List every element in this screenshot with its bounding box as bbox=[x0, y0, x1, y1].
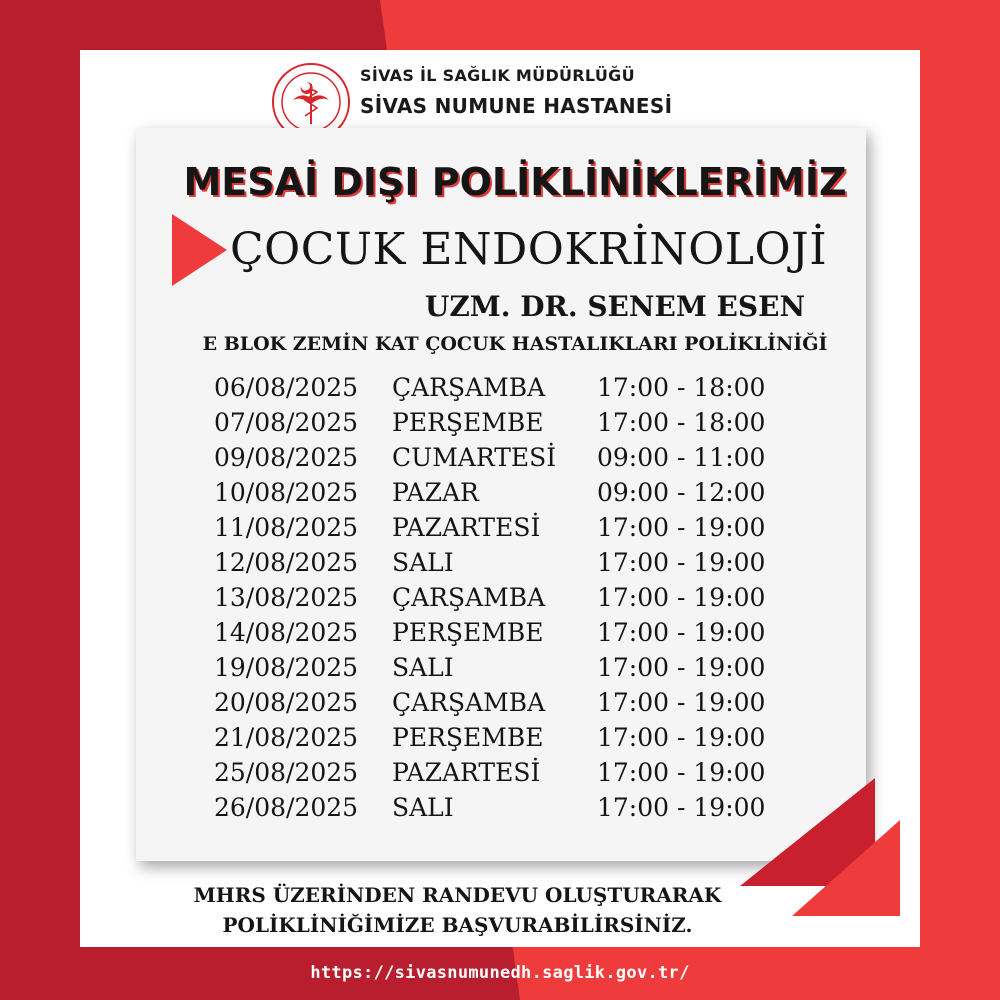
schedule-date: 06/08/2025 bbox=[214, 373, 359, 402]
schedule-time: 17:00 - 19:00 bbox=[597, 583, 766, 612]
schedule-date: 10/08/2025 bbox=[214, 478, 359, 507]
schedule-time: 09:00 - 12:00 bbox=[597, 478, 766, 507]
org-line-2: SİVAS NUMUNE HASTANESİ bbox=[360, 94, 673, 118]
schedule-row bbox=[214, 408, 814, 443]
schedule-row bbox=[214, 758, 814, 793]
schedule-row bbox=[214, 583, 814, 618]
schedule-date: 25/08/2025 bbox=[214, 758, 359, 787]
schedule-row bbox=[214, 793, 814, 828]
schedule-row bbox=[214, 513, 814, 548]
play-triangle-icon bbox=[172, 214, 227, 286]
schedule-time: 17:00 - 19:00 bbox=[597, 793, 766, 822]
schedule-row bbox=[214, 653, 814, 688]
doctor-name: UZM. DR. SENEM ESEN bbox=[424, 290, 806, 323]
schedule-day: PERŞEMBE bbox=[392, 723, 544, 752]
schedule-day: CUMARTESİ bbox=[392, 443, 557, 472]
schedule-list bbox=[214, 373, 814, 828]
appointment-note bbox=[0, 880, 1000, 940]
schedule-row bbox=[214, 478, 814, 513]
schedule-row bbox=[214, 723, 814, 758]
schedule-day: ÇARŞAMBA bbox=[392, 583, 546, 612]
schedule-day: SALI bbox=[392, 653, 454, 682]
schedule-date: 19/08/2025 bbox=[214, 653, 359, 682]
website-link[interactable]: https://sivasnumunedh.saglik.gov.tr/ bbox=[310, 963, 690, 983]
schedule-row bbox=[214, 548, 814, 583]
schedule-row bbox=[214, 443, 814, 478]
schedule-date: 11/08/2025 bbox=[214, 513, 359, 542]
appointment-note-line-1: MHRS ÜZERİNDEN RANDEVU OLUŞTURARAK bbox=[193, 883, 722, 907]
schedule-date: 14/08/2025 bbox=[214, 618, 359, 647]
schedule-date: 13/08/2025 bbox=[214, 583, 359, 612]
schedule-date: 07/08/2025 bbox=[214, 408, 359, 437]
schedule-time: 17:00 - 19:00 bbox=[597, 688, 766, 717]
clinic-location: E BLOK ZEMİN KAT ÇOCUK HASTALIKLARI POLİKLİNİĞİ bbox=[202, 333, 828, 355]
schedule-day: PAZAR bbox=[392, 478, 479, 507]
schedule-day: PAZARTESİ bbox=[392, 758, 541, 787]
schedule-day: ÇARŞAMBA bbox=[392, 688, 546, 717]
schedule-date: 12/08/2025 bbox=[214, 548, 359, 577]
department-name: ÇOCUK ENDOKRİNOLOJİ bbox=[230, 224, 828, 275]
schedule-date: 09/08/2025 bbox=[214, 443, 359, 472]
page-title: MESAİ DIŞI POLİKLİNİKLERİMİZ bbox=[183, 160, 847, 204]
schedule-time: 17:00 - 19:00 bbox=[597, 723, 766, 752]
schedule-row bbox=[214, 373, 814, 408]
schedule-time: 17:00 - 19:00 bbox=[597, 513, 766, 542]
schedule-time: 17:00 - 19:00 bbox=[597, 653, 766, 682]
schedule-day: SALI bbox=[392, 548, 454, 577]
schedule-time: 17:00 - 19:00 bbox=[597, 618, 766, 647]
schedule-row bbox=[214, 618, 814, 653]
schedule-date: 26/08/2025 bbox=[214, 793, 359, 822]
schedule-time: 09:00 - 11:00 bbox=[597, 443, 766, 472]
schedule-time: 17:00 - 18:00 bbox=[597, 408, 766, 437]
schedule-time: 17:00 - 18:00 bbox=[597, 373, 766, 402]
schedule-day: PERŞEMBE bbox=[392, 618, 544, 647]
schedule-row bbox=[214, 688, 814, 723]
schedule-day: SALI bbox=[392, 793, 454, 822]
schedule-date: 21/08/2025 bbox=[214, 723, 359, 752]
schedule-day: PERŞEMBE bbox=[392, 408, 544, 437]
schedule-date: 20/08/2025 bbox=[214, 688, 359, 717]
schedule-time: 17:00 - 19:00 bbox=[597, 548, 766, 577]
schedule-day: PAZARTESİ bbox=[392, 513, 541, 542]
schedule-day: ÇARŞAMBA bbox=[392, 373, 546, 402]
appointment-note-line-2: POLİKLİNİĞİMİZE BAŞVURABİLİRSİNİZ. bbox=[222, 913, 693, 937]
schedule-time: 17:00 - 19:00 bbox=[597, 758, 766, 787]
org-line-1: SİVAS İL SAĞLIK MÜDÜRLÜĞÜ bbox=[360, 66, 635, 85]
